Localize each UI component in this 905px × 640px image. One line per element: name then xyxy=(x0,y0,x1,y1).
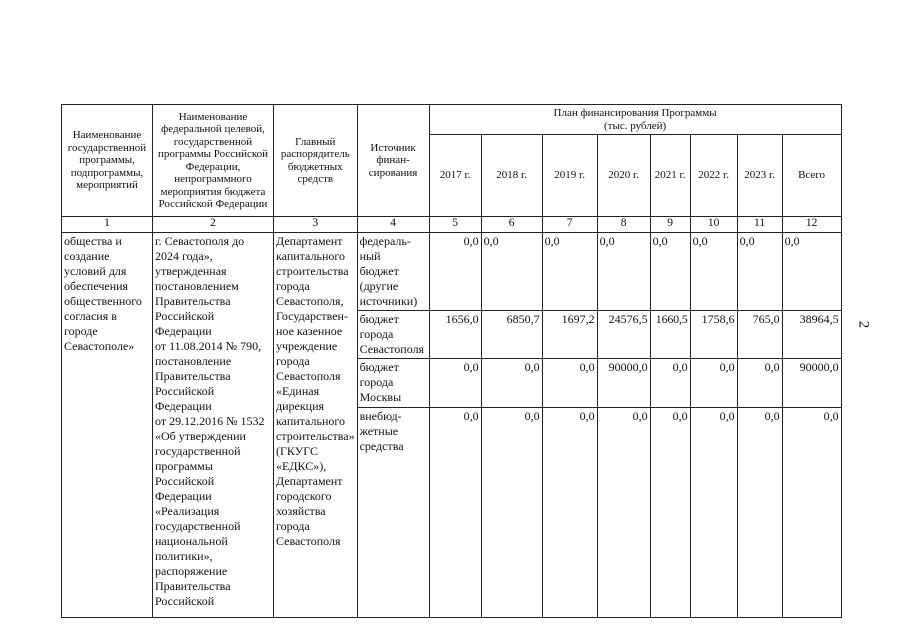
value-cell: 0,0 xyxy=(737,359,782,408)
column-number: 9 xyxy=(650,217,690,233)
header-total: Всего xyxy=(782,135,841,217)
value-cell: 0,0 xyxy=(650,233,690,311)
header-program-name: Наименование государственной программы, подпрограммы, мероприятий xyxy=(62,105,153,217)
value-cell: 1697,2 xyxy=(542,311,597,359)
header-financing-plan: План финансирования Программы (тыс. рублей) xyxy=(429,105,841,135)
header-year: 2018 г. xyxy=(481,135,542,217)
page-number: 2 xyxy=(855,320,872,329)
financing-table xyxy=(61,104,842,618)
value-cell: 0,0 xyxy=(737,233,782,311)
column-number: 3 xyxy=(274,217,358,233)
header-budget-manager: Главный распорядитель бюджетных средств xyxy=(274,105,358,217)
value-cell: 90000,0 xyxy=(782,359,841,408)
value-cell: 0,0 xyxy=(782,233,841,311)
column-number: 6 xyxy=(481,217,542,233)
value-cell: 0,0 xyxy=(690,359,737,408)
value-cell: 0,0 xyxy=(597,408,650,618)
value-cell: 0,0 xyxy=(597,233,650,311)
program-name-cell: общества и создание условий для обеспечения общественного согласия в городе Севастополе» xyxy=(62,233,153,618)
value-cell: 6850,7 xyxy=(481,311,542,359)
value-cell: 90000,0 xyxy=(597,359,650,408)
column-number: 11 xyxy=(737,217,782,233)
budget-manager-cell: Департамент капитального строительства города Севастополя, Государствен- ное казенное учреждение города Севастополя «Единая дирекция капитального строительства» (ГКУГС «ЕДКС»), Департамент городского хозяйства города Севастополя xyxy=(274,233,358,618)
header-year: 2022 г. xyxy=(690,135,737,217)
header-year: 2019 г. xyxy=(542,135,597,217)
funding-source-cell: бюджет города Москвы xyxy=(357,359,429,408)
value-cell: 1656,0 xyxy=(429,311,481,359)
value-cell: 0,0 xyxy=(690,233,737,311)
value-cell: 38964,5 xyxy=(782,311,841,359)
column-number: 1 xyxy=(62,217,153,233)
federal-program-cell: г. Севастополя до 2024 года», утвержденная постановлением Правительства Российской Федерации от 11.08.2014 № 790, постановление Правительства Российской Федерации от 29.12.2016 № 1532 «Об утверждении государственной программы Российской Федерации «Реализация государственной национальной политики», распоряжение Правительства Российской xyxy=(153,233,274,618)
value-cell: 0,0 xyxy=(650,359,690,408)
value-cell: 0,0 xyxy=(429,233,481,311)
value-cell: 0,0 xyxy=(481,359,542,408)
header-federal-program: Наименование федеральной целевой, государственной программы Российской Федерации, непрограммного мероприятия бюджета Российской Федерации xyxy=(153,105,274,217)
value-cell: 0,0 xyxy=(782,408,841,618)
column-number: 12 xyxy=(782,217,841,233)
value-cell: 0,0 xyxy=(542,359,597,408)
value-cell: 1758,6 xyxy=(690,311,737,359)
value-cell: 0,0 xyxy=(429,408,481,618)
column-number: 10 xyxy=(690,217,737,233)
funding-source-cell: бюджет города Севастополя xyxy=(357,311,429,359)
header-funding-source: Источник финан- сирования xyxy=(357,105,429,217)
value-cell: 0,0 xyxy=(542,233,597,311)
value-cell: 24576,5 xyxy=(597,311,650,359)
value-cell: 765,0 xyxy=(737,311,782,359)
value-cell: 1660,5 xyxy=(650,311,690,359)
header-year: 2021 г. xyxy=(650,135,690,217)
header-year: 2017 г. xyxy=(429,135,481,217)
value-cell: 0,0 xyxy=(429,359,481,408)
column-number: 4 xyxy=(357,217,429,233)
column-number: 5 xyxy=(429,217,481,233)
value-cell: 0,0 xyxy=(690,408,737,618)
value-cell: 0,0 xyxy=(737,408,782,618)
value-cell: 0,0 xyxy=(542,408,597,618)
value-cell: 0,0 xyxy=(650,408,690,618)
funding-source-cell: внебюд- жетные средства xyxy=(357,408,429,618)
value-cell: 0,0 xyxy=(481,233,542,311)
column-number: 7 xyxy=(542,217,597,233)
header-year: 2023 г. xyxy=(737,135,782,217)
funding-source-cell: федераль- ный бюджет (другие источники) xyxy=(357,233,429,311)
value-cell: 0,0 xyxy=(481,408,542,618)
header-year: 2020 г. xyxy=(597,135,650,217)
column-number: 8 xyxy=(597,217,650,233)
table-row xyxy=(62,233,842,311)
column-number: 2 xyxy=(153,217,274,233)
